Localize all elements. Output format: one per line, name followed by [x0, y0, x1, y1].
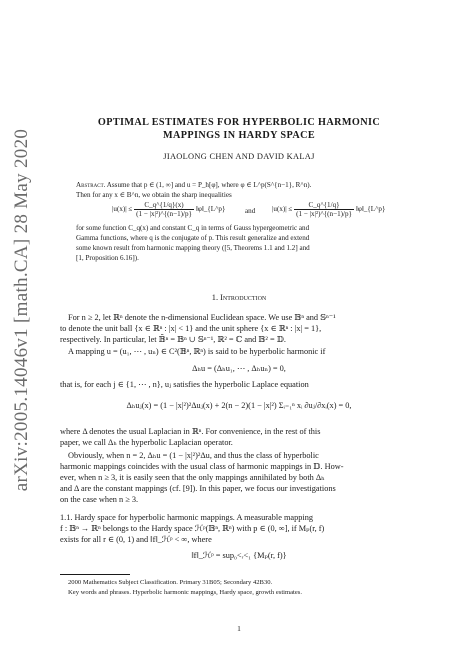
ineq2-numerator: C_q^{1/q}	[294, 201, 354, 210]
abstract-line-1	[76, 181, 402, 191]
ineq2-lhs: |u(x)| ≤	[272, 205, 293, 214]
paper-title-line-1: OPTIMAL ESTIMATES FOR HYPERBOLIC HARMONIC	[97, 117, 381, 128]
equation-3: ‖f‖_ℋᵖ = sup₀<ᵣ<₁ {Mₚ(r, f)}	[191, 551, 287, 560]
ineq2-norm: ‖φ‖_{L^p}	[355, 205, 386, 214]
arxiv-identifier: arXiv:2005.14046v1 [math.CA] 28 May 2020	[11, 128, 32, 492]
body-p1-line-3: respectively. In particular, let 𝔹̄ⁿ = 𝔹ⁿ ∪ 𝕊ⁿ⁻¹, ℝ² = ℂ and 𝔹² = 𝔻.	[60, 335, 286, 344]
body-p4-line-2: paper, we call Δₕ the hyperbolic Laplacian operator.	[60, 438, 233, 447]
body-p5-line-2: harmonic mappings coincides with the usual class of harmonic mappings in 𝔻. How-	[60, 462, 344, 471]
abstract-line-5: some known result from harmonic mapping theory ([5, Theorems 1.1 and 1.2] and	[76, 244, 310, 252]
ineq1-lhs: |u(x)| ≤	[112, 205, 133, 214]
abstract-inequality-1	[112, 201, 225, 218]
body-p5-line-4: and Δ are the constant mappings (cf. [9]). In this paper, we focus our investigations	[60, 484, 336, 493]
body-p1-line-1: For n ≥ 2, let ℝⁿ denote the n-dimensional Euclidean space. We use 𝔹ⁿ and 𝕊ⁿ⁻¹	[68, 313, 336, 322]
arxiv-sidebar	[2, 130, 42, 490]
abstract-line-6: [1, Proposition 6.16]).	[76, 254, 139, 262]
body-p5-line-5: on the case when n ≥ 3.	[60, 495, 139, 504]
abstract-label: Abstract.	[76, 181, 106, 189]
body-p1-line-2: to denote the unit ball {x ∈ ℝⁿ : |x| < 1} and the unit sphere {x ∈ ℝⁿ : |x| = 1},	[60, 324, 322, 333]
abstract-and: and	[245, 207, 256, 215]
page-number: 1	[237, 624, 241, 633]
body-p5-line-3: ever, when n ≥ 3, it is easily seen that the only mappings annihilated by both Δₕ	[60, 473, 325, 482]
equation-2: Δₕuⱼ(x) = (1 − |x|²)²Δuⱼ(x) + 2(n − 2)(1 − |x|²) Σᵢ₌₁ⁿ xᵢ ∂uⱼ/∂xᵢ(x) = 0,	[126, 401, 352, 410]
body-p3-line-1: that is, for each j ∈ {1, ⋯ , n}, uⱼ satisfies the hyperbolic Laplace equation	[60, 380, 309, 389]
body-p2-line-1: A mapping u = (u₁, ⋯ , uₙ) ∈ C²(𝔹ⁿ, ℝⁿ) is said to be hyperbolic harmonic if	[68, 347, 326, 356]
footnote-keywords: Key words and phrases. Hyperbolic harmonic mappings, Hardy space, growth estimates.	[68, 589, 303, 596]
equation-1: Δₕu = (Δₕu₁, ⋯ , Δₕuₙ) = 0,	[192, 364, 286, 373]
footnote-rule	[60, 574, 130, 575]
ineq2-denominator: (1 − |x|²)^{(n−1)/p}	[296, 210, 352, 218]
abstract-line-3: for some function C_q(x) and constant C_q in terms of Gauss hypergeometric and	[76, 224, 310, 232]
subsection-line-3: exists for all r ∈ (0, 1) and ‖f‖_ℋᵖ < ∞, where	[60, 535, 212, 544]
abstract-inequality-2	[272, 201, 385, 218]
section-heading: 1. Introduction	[211, 293, 267, 302]
footnote-msc: 2000 Mathematics Subject Classification. Primary 31B05; Secondary 42B30.	[68, 579, 273, 586]
abstract-line-2: Then for any x ∈ B^n, we obtain the sharp inequalities	[76, 191, 232, 199]
ineq1-norm: ‖φ‖_{L^p}	[195, 205, 226, 214]
subsection-line-2: f : 𝔹ⁿ → ℝⁿ belongs to the Hardy space ℋᵖ(𝔹ⁿ, ℝⁿ) with p ∈ (0, ∞], if Mₚ(r, f)	[60, 524, 325, 533]
body-p4-line-1: where Δ denotes the usual Laplacian in ℝⁿ. For convenience, in the rest of this	[60, 427, 321, 436]
ineq1-denominator: (1 − |x|²)^{(n−1)/p}	[136, 210, 192, 218]
abstract-line-4: Gamma functions, where q is the conjugate of p. This result generalize and extend	[76, 234, 310, 242]
ineq1-numerator: C_q^{1/q}(x)	[134, 201, 194, 210]
body-p5-line-1: Obviously, when n = 2, Δₕu = (1 − |x|²)²Δu, and thus the class of hyperbolic	[68, 451, 319, 460]
paper-authors: JIAOLONG CHEN AND DAVID KALAJ	[163, 152, 315, 161]
abstract-text-1: Assume that p ∈ (1, ∞] and u = P_h[φ], where φ ∈ L^p(S^{n−1}, R^n).	[106, 181, 312, 189]
paper-title-line-2: MAPPINGS IN HARDY SPACE	[162, 130, 316, 141]
subsection-line-1: 1.1. Hardy space for hyperbolic harmonic mappings. A measurable mapping	[60, 513, 313, 522]
